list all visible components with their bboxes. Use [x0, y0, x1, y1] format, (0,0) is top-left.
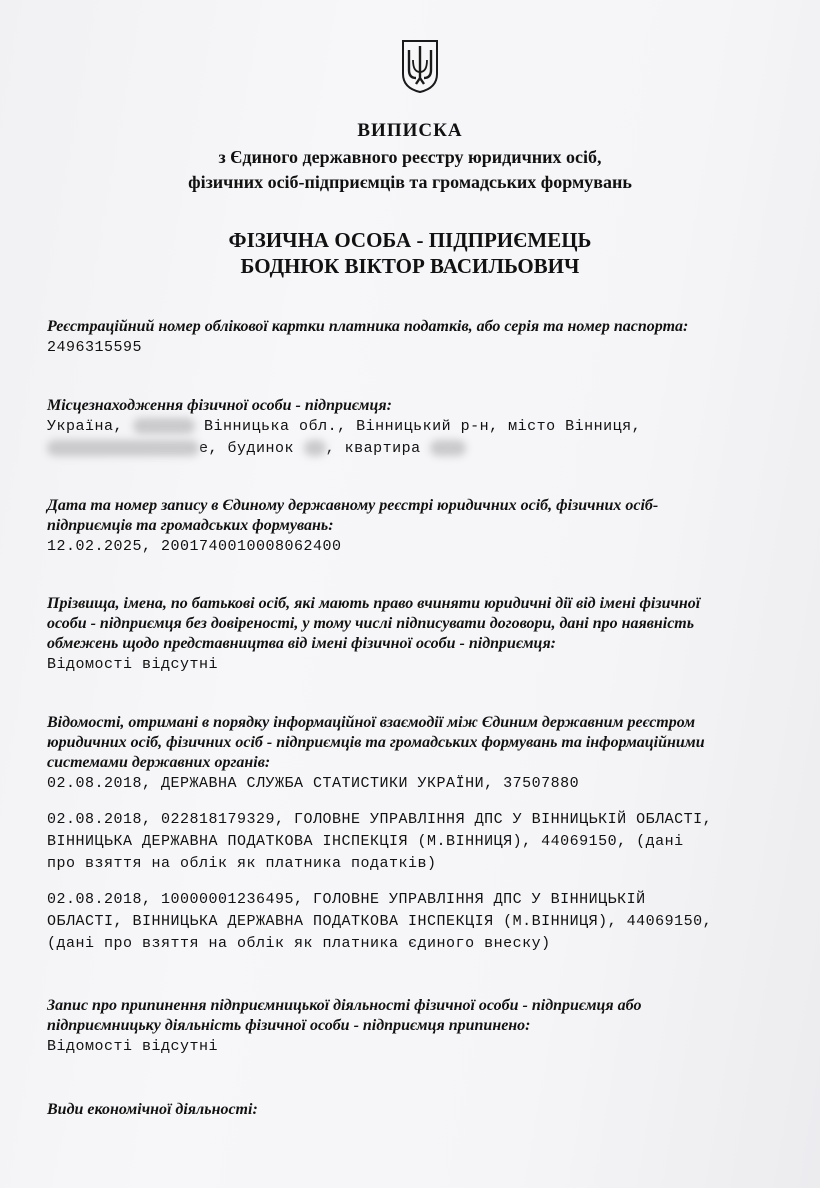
representatives-value: Відомості відсутні [47, 656, 219, 673]
interaction-label-line3: системами державних органів: [47, 754, 271, 771]
interaction-entry-2-line2: ВІННИЦЬКА ДЕРЖАВНА ПОДАТКОВА ІНСПЕКЦІЯ (М.ВІННИЦЯ), 44069150, (дані [47, 833, 684, 850]
interaction-entry-2-line3: про взяття на облік як платника податків) [47, 855, 437, 872]
activities-label: Види економічної діяльності: [47, 1101, 258, 1118]
interaction-entry-1: 02.08.2018, ДЕРЖАВНА СЛУЖБА СТАТИСТИКИ УКРАЇНИ, 37507880 [47, 775, 580, 792]
representatives-section [47, 594, 792, 676]
location-line1 [47, 416, 792, 438]
location-apartment-label: , квартира [325, 440, 421, 457]
termination-section [47, 996, 792, 1058]
entity-type: ФІЗИЧНА ОСОБА - ПІДПРИЄМЕЦЬ [228, 228, 592, 252]
interaction-section [47, 713, 792, 955]
location-line2 [47, 438, 792, 460]
registration-value: 12.02.2025, 2001740010008062400 [47, 538, 342, 555]
registration-section [47, 496, 792, 558]
interaction-entry-3-line3: (дані про взяття на облік як платника єдиного внеску) [47, 935, 551, 952]
registration-label-line2: підприємців та громадських формувань: [47, 517, 334, 534]
redacted-district [133, 418, 195, 434]
document-subtitle-line2: фізичних осіб-підприємців та громадських формувань [188, 172, 632, 192]
entity-name: БОДНЮК ВІКТОР ВАСИЛЬОВИЧ [240, 254, 580, 278]
registration-label-line1: Дата та номер запису в Єдиному державному реєстрі юридичних осіб, фізичних осіб- [47, 497, 659, 514]
location-house-label: будинок [227, 440, 295, 457]
activities-section [47, 1100, 792, 1120]
trident-emblem-icon [400, 38, 440, 94]
interaction-label-line1: Відомості, отримані в порядку інформаційної взаємодії між Єдиним державним реєстром [47, 714, 696, 731]
interaction-entry-2-line1: 02.08.2018, 022818179329, ГОЛОВНЕ УПРАВЛІННЯ ДПС У ВІННИЦЬКІЙ ОБЛАСТІ, [47, 811, 713, 828]
location-label: Місцезнаходження фізичної особи - підприємця: [47, 397, 392, 414]
taxpayer-section [47, 317, 792, 359]
interaction-label-line2: юридичних осіб, фізичних осіб - підприємців та громадських формувань та інформаційними [47, 734, 705, 751]
document-title: ВИПИСКА [357, 120, 463, 141]
termination-value: Відомості відсутні [47, 1038, 219, 1055]
taxpayer-value: 2496315595 [47, 339, 143, 356]
interaction-entry-3-line2: ОБЛАСТІ, ВІННИЦЬКА ДЕРЖАВНА ПОДАТКОВА ІНСПЕКЦІЯ (М.ВІННИЦЯ), 44069150, [47, 913, 713, 930]
location-street-tail: е, [199, 440, 219, 457]
representatives-label-line2: особи - підприємця без довіреності, у тому числі підписувати договори, дані про наявність [47, 615, 695, 632]
termination-label-line1: Запис про припинення підприємницької діяльності фізичної особи - підприємця або [47, 997, 642, 1014]
representatives-label-line1: Прізвища, імена, по батькові осіб, які мають право вчиняти юридичні дії від імені фізичної [47, 595, 701, 612]
location-country: Україна, [47, 418, 124, 435]
representatives-label-line3: обмежень щодо представництва від імені фізичної особи - підприємця: [47, 635, 557, 652]
termination-label-line2: підприємницьку діяльність фізичної особи - підприємця припинено: [47, 1017, 531, 1034]
redacted-street [47, 440, 199, 456]
location-section [47, 396, 792, 460]
document-subtitle-line1: з Єдиного державного реєстру юридичних осіб, [218, 147, 602, 167]
interaction-entry-3-line1: 02.08.2018, 10000001236495, ГОЛОВНЕ УПРАВЛІННЯ ДПС У ВІННИЦЬКІЙ [47, 891, 646, 908]
redacted-apartment [430, 440, 466, 456]
location-region: Вінницька обл., Вінницький р-н, місто Вінниця, [204, 418, 642, 435]
taxpayer-label: Реєстраційний номер облікової картки платника податків, або серія та номер паспорта: [47, 318, 689, 335]
redacted-house [304, 440, 326, 456]
